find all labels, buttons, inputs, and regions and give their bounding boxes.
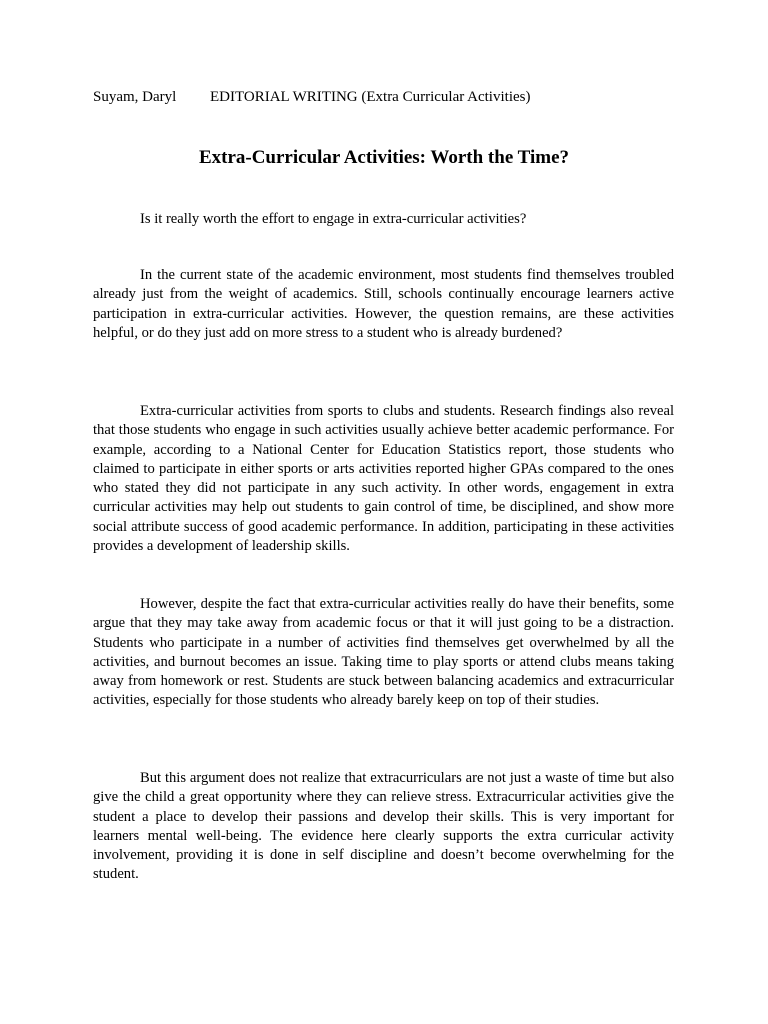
assignment-label: EDITORIAL WRITING (Extra Curricular Activities): [210, 89, 531, 105]
paragraph-1: In the current state of the academic environment, most students find themselves troubled already just from the weight of academics. Still, schools continually encourage learners active participation in extra-curricular activities. However, the question remains, are these activities helpful, or do they just add on more stress to a student who is already burdened?: [93, 267, 674, 341]
document-title: Extra-Curricular Activities: Worth the Time?: [198, 147, 570, 168]
paragraph-4: But this argument does not realize that extracurriculars are not just a waste of time but also give the child a great opportunity where they can relieve stress. Extracurricular activities give the student a place to develop their passions and develop their skills. This is very important for learners mental well-being. The evidence here clearly supports the extra curricular activity involvement, providing it is done in self discipline and doesn’t become overwhelming for the student.: [93, 770, 674, 883]
document-header: [93, 88, 530, 106]
author-name: Suyam, Daryl: [93, 89, 177, 105]
lead-question: Is it really worth the effort to engage in extra-curricular activities?: [140, 211, 527, 227]
paragraph-2: Extra-curricular activities from sports to clubs and students. Research findings also reveal that those students who engage in such activities usually achieve better academic performance. For example, according to a National Center for Education Statistics report, those students who claimed to participate in either sports or arts activities reported higher GPAs compared to the ones who stated they did not participate in any such activity. In other words, engagement in extra curricular activities may help out students to gain control of time, be disciplined, and show more social attribute success of good academic performance. In addition, participating in these activities provides a development of leadership skills.: [93, 403, 674, 555]
paragraph-3: However, despite the fact that extra-curricular activities really do have their benefits, some argue that they may take away from academic focus or that it will just going to be a distraction. Students who participate in a number of activities find themselves get overwhelmed by all the activities, and burnout becomes an issue. Taking time to play sports or attend clubs means taking away from homework or rest. Students are stuck between balancing academics and extracurricular activities, especially for those students who already barely keep on top of their studies.: [93, 596, 674, 709]
